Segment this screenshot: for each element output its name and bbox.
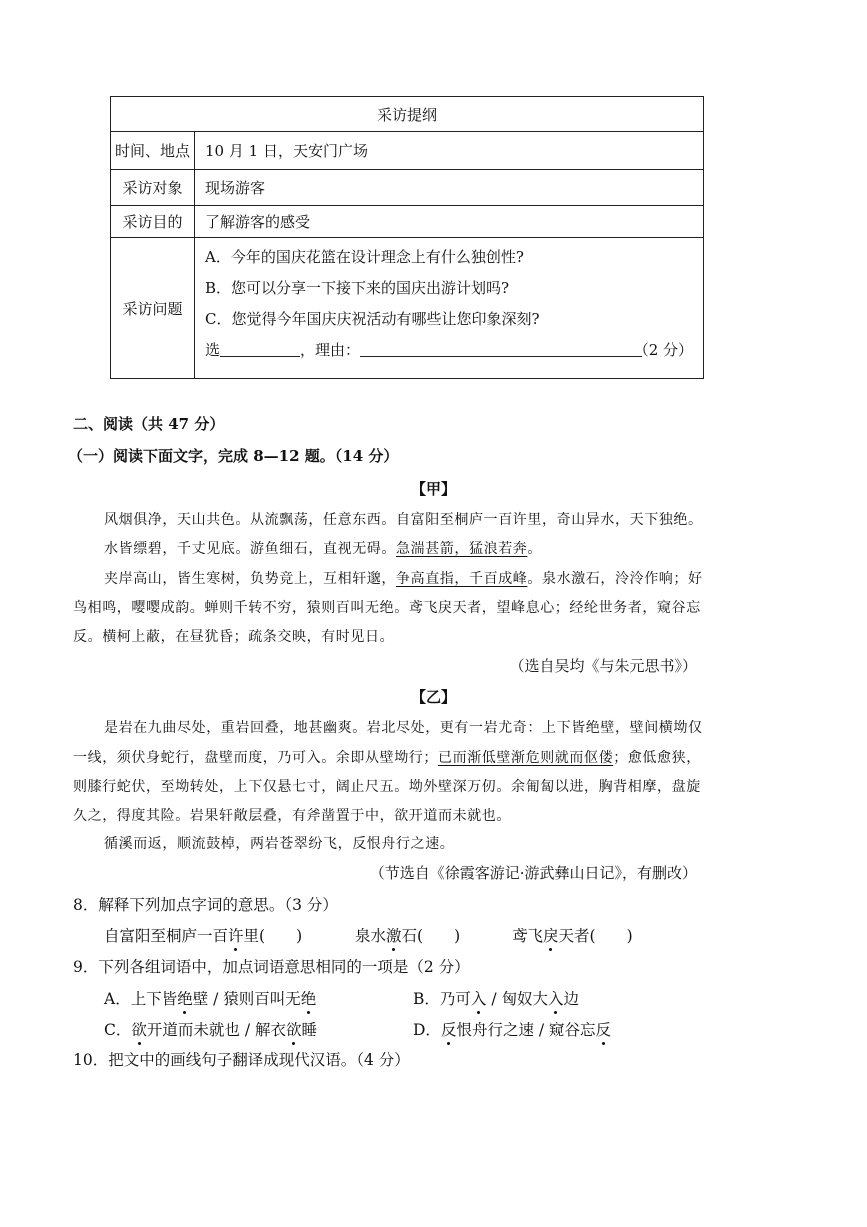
passage-jia-line (104, 538, 542, 558)
passage-jia-marker: 【甲】 (410, 480, 456, 498)
text-run: 石( ) (401, 927, 461, 945)
table-title: 采访提纲 (111, 97, 704, 132)
text-run: 泉水 (355, 927, 387, 945)
interview-outline-table (110, 96, 704, 379)
table-row (111, 170, 704, 206)
text-run: B．乃可 (413, 990, 471, 1008)
text-run: 鸢飞 (512, 927, 544, 945)
passage-jia-line: 风烟俱净，天山共色。从流飘荡，任意东西。自富阳至桐庐一百许里，奇山异水，天下独绝。 (104, 512, 703, 528)
row-value: 现场游客 (195, 170, 704, 206)
text-run: D． (413, 1021, 441, 1039)
reason-blank[interactable] (360, 338, 642, 357)
dotted-char: 入 (548, 987, 564, 1009)
question-8-stem: 8．解释下列加点字词的意思。（3 分） (73, 896, 338, 914)
text-run: 自富阳至桐庐一百 (104, 927, 229, 945)
dotted-char: 激 (386, 924, 402, 946)
passage-yi-source: （节选自《徐霞客游记·游武彝山日记》，有删改） (369, 864, 697, 882)
row-value: 10 月 1 日，天安门广场 (195, 132, 704, 170)
text-run: 壁 / 猿则百叫无 (192, 990, 301, 1008)
choice-blank[interactable] (220, 338, 300, 357)
row-value: 了解游客的感受 (195, 206, 704, 238)
passage-yi-line (73, 747, 701, 767)
row-label: 采访对象 (111, 170, 195, 206)
question-9-option-d (413, 1018, 611, 1040)
question-10-stem: 10．把文中的画线句子翻译成现代汉语。（4 分） (73, 1051, 410, 1069)
question-9-option-a (104, 987, 316, 1009)
table-row (111, 132, 704, 170)
row-label: 采访问题 (111, 238, 195, 379)
dotted-char: 绝 (301, 987, 317, 1009)
passage-yi-marker: 【乙】 (410, 688, 456, 706)
text-run: 夹岸高山，皆生寒树，负势竞上，互相轩邈， (104, 571, 396, 587)
section-heading-text: 二、阅读（共 47 分） (73, 415, 225, 433)
text-run: A．上下皆 (104, 990, 178, 1008)
passage-jia-source: （选自吴均《与朱元思书》） (509, 657, 697, 675)
text-run: 开道而未就也 / 解衣 (146, 1021, 286, 1039)
passage-jia-line (104, 568, 703, 588)
text-run: ；愈低愈狭， (613, 750, 701, 766)
question-9-option-b (413, 987, 579, 1009)
underlined-sentence: 争高直指，千百成峰 (396, 571, 528, 587)
underlined-sentence: 已而渐低壁渐危则就而伛偻 (438, 750, 614, 766)
passage-yi-line: 是岩在九曲尽处，重岩回叠，地甚幽爽。岩北尽处，更有一岩尤奇：上下皆绝壁，壁间横坳仅 (104, 720, 703, 736)
underlined-sentence: 急湍甚箭，猛浪若奔 (396, 541, 528, 557)
question-option-b: B．您可以分享一下接下来的国庆出游计划吗? (205, 279, 510, 297)
dotted-char: 绝 (177, 987, 193, 1009)
dotted-char: 戾 (543, 924, 559, 946)
question-8-item-2 (355, 924, 460, 946)
answer-reason-label: ，理由： (300, 341, 361, 359)
table-row (111, 206, 704, 238)
dotted-char: 入 (471, 987, 487, 1009)
question-9-stem: 9．下列各组词语中，加点词语意思相同的一项是（2 分） (73, 958, 470, 976)
passage-jia-line: 反。横柯上蔽，在昼犹昏；疏条交映，有时见日。 (73, 629, 395, 645)
text-run: 水皆缥碧，千丈见底。游鱼细石，直视无碍。 (104, 541, 396, 557)
row-label: 采访目的 (111, 206, 195, 238)
answer-prefix: 选 (205, 341, 221, 359)
question-option-a: A．今年的国庆花篮在设计理念上有什么独创性? (205, 248, 524, 266)
question-option-c: C．您觉得今年国庆庆祝活动有哪些让您印象深刻? (205, 310, 540, 328)
dotted-char: 欲 (286, 1018, 302, 1040)
questions-cell (195, 238, 704, 379)
text-run: 一线，须伏身蛇行，盘壁而度，乃可入。余即从壁坳行； (73, 750, 438, 766)
section-subheading: （一）阅读下面文字，完成 8—12 题。（14 分） (68, 447, 399, 465)
text-run: C． (104, 1021, 132, 1039)
dotted-char: 欲 (131, 1018, 147, 1040)
question-8-item-1 (104, 924, 302, 946)
dotted-char: 反 (596, 1018, 612, 1040)
question-8-item-3 (512, 924, 633, 946)
text-run: 睡 (301, 1021, 317, 1039)
passage-yi-line: 则膝行蛇伏，至坳转处，上下仅悬七寸，阔止尺五。坳外壁深万仞。余匍匐以进，胸背相摩，盘旋 (73, 779, 701, 795)
question-9-option-c (104, 1018, 317, 1040)
passage-jia-line: 鸟相鸣，嘤嘤成韵。蝉则千转不穷，猿则百叫无绝。鸢飞戾天者，望峰息心；经纶世务者，窥谷忘 (73, 600, 701, 616)
table-row (111, 238, 704, 379)
text-run: 边 (563, 990, 580, 1008)
text-run: / 匈奴大 (486, 990, 548, 1008)
answer-points: （2 分） (633, 341, 693, 359)
dotted-char: 许 (228, 924, 244, 946)
text-run: 天者( ) (558, 927, 633, 945)
text-run: 里( ) (243, 927, 303, 945)
text-run: 。 (527, 541, 543, 557)
text-run: 。泉水激石，泠泠作响；好 (527, 571, 703, 587)
text-run: 恨舟行之速 / 窥谷忘 (456, 1021, 596, 1039)
answer-line (205, 335, 693, 366)
row-label: 时间、地点 (111, 132, 195, 170)
section-heading (73, 413, 224, 434)
passage-yi-line: 循溪而返，顺流鼓棹，两岩苍翠纷飞，反恨舟行之速。 (104, 836, 455, 852)
dotted-char: 反 (441, 1018, 457, 1040)
passage-yi-line: 久之，得度其险。岩果轩敞层叠，有斧凿置于中，欲开道而未就也。 (73, 808, 511, 824)
